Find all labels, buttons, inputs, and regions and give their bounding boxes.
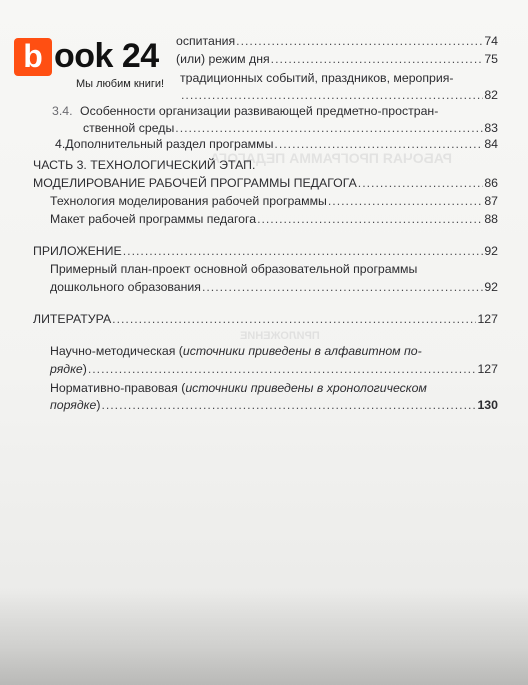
toc-entry-note: порядке xyxy=(50,398,97,412)
toc-entry-suffix: ) xyxy=(82,362,87,376)
logo-mark: b xyxy=(14,38,52,76)
toc-entry-title xyxy=(50,398,100,413)
part-heading: ЧАСТЬ 3. ТЕХНОЛОГИЧЕСКИЙ ЭТАП. xyxy=(33,158,256,172)
toc-leader xyxy=(101,398,476,413)
toc-entry-title: Особенности организации развивающей предметно-простран- xyxy=(80,104,439,118)
toc-page-number: 74 xyxy=(484,34,498,48)
toc-page-number: 127 xyxy=(477,362,498,376)
toc-page-number: 87 xyxy=(484,194,498,208)
toc-entry-title: Научно-методическая ( xyxy=(50,344,183,358)
toc-leader xyxy=(175,121,483,136)
toc-entry xyxy=(33,312,498,327)
toc-entry xyxy=(50,212,498,227)
toc-entry xyxy=(50,194,498,209)
toc-entry-suffix: ) xyxy=(96,398,101,412)
toc-leader xyxy=(236,34,483,49)
toc-page-number: 127 xyxy=(477,312,498,326)
toc-entry-title: оспитания xyxy=(176,34,236,48)
toc-leader xyxy=(181,88,483,103)
toc-entry xyxy=(83,121,498,136)
toc-entry-title: ЛИТЕРАТУРА xyxy=(33,312,112,326)
logo-tagline: Мы любим книги! xyxy=(76,78,165,90)
toc-entry-title: Макет рабочей программы педагога xyxy=(50,212,257,226)
toc-entry xyxy=(180,88,498,103)
toc-entry xyxy=(50,398,498,413)
toc-entry-number: 4. xyxy=(55,137,66,151)
toc-entry xyxy=(52,104,438,119)
toc-leader xyxy=(88,362,477,377)
toc-leader xyxy=(123,244,484,259)
toc-entry xyxy=(176,52,498,67)
toc-entry-number: 3.4. xyxy=(52,104,73,118)
toc-page-number: 75 xyxy=(484,52,498,66)
toc-page-number: 86 xyxy=(484,176,498,190)
toc-page-number: 92 xyxy=(484,280,498,294)
bleed-through-text: РАБОЧАЯ ПРОГРАММА ПЕДАГОГА xyxy=(210,150,452,166)
toc-leader xyxy=(358,176,484,191)
toc-page-number: 88 xyxy=(484,212,498,226)
toc-entry xyxy=(50,280,498,295)
toc-page-number: 82 xyxy=(484,88,498,102)
toc-entry-title: традиционных событий, праздников, мероприя- xyxy=(180,71,454,85)
toc-entry-note: источники приведены в алфавитном по- xyxy=(182,344,422,358)
toc-entry-title: Примерный план-проект основной образовательной программы xyxy=(50,262,418,276)
toc-entry xyxy=(33,244,498,259)
toc-entry-title: дошкольного образования xyxy=(50,280,201,294)
toc-leader xyxy=(328,194,483,209)
toc-leader xyxy=(271,52,484,67)
toc-entry xyxy=(50,344,422,359)
toc-page-number: 130 xyxy=(477,398,498,412)
toc-entry-title: Нормативно-правовая ( xyxy=(50,381,186,395)
toc-page-number: 92 xyxy=(484,244,498,258)
toc-entry-title: (или) режим дня xyxy=(176,52,270,66)
toc-entry-title: Технология моделирования рабочей программы xyxy=(50,194,327,208)
toc-entry-note: источники приведены в хронологическом xyxy=(185,381,427,395)
toc-entry-title xyxy=(50,362,87,377)
toc-entry-title: Дополнительный раздел программы xyxy=(65,137,274,151)
toc-leader xyxy=(274,137,483,152)
logo-wordmark: ook 24 xyxy=(54,37,159,75)
toc-entry xyxy=(176,34,498,49)
toc-leader xyxy=(202,280,483,295)
toc-entry xyxy=(55,137,498,152)
toc-entry-note: рядке xyxy=(50,362,83,376)
toc-leader xyxy=(112,312,476,327)
bleed-through-text: ПРИЛОЖЕНИЕ xyxy=(240,330,320,342)
toc-entry-title: ПРИЛОЖЕНИЕ xyxy=(33,244,122,258)
toc-entry-title: МОДЕЛИРОВАНИЕ РАБОЧЕЙ ПРОГРАММЫ ПЕДАГОГА xyxy=(33,176,357,190)
toc-entry xyxy=(33,176,498,191)
toc-entry xyxy=(50,362,498,377)
toc-page-number: 84 xyxy=(484,137,498,151)
toc-page-number: 83 xyxy=(484,121,498,135)
toc-entry-title: ственной среды xyxy=(83,121,175,135)
book24-logo[interactable] xyxy=(14,34,184,94)
toc-entry xyxy=(50,381,427,396)
page-shadow xyxy=(0,590,528,685)
toc-leader xyxy=(257,212,483,227)
